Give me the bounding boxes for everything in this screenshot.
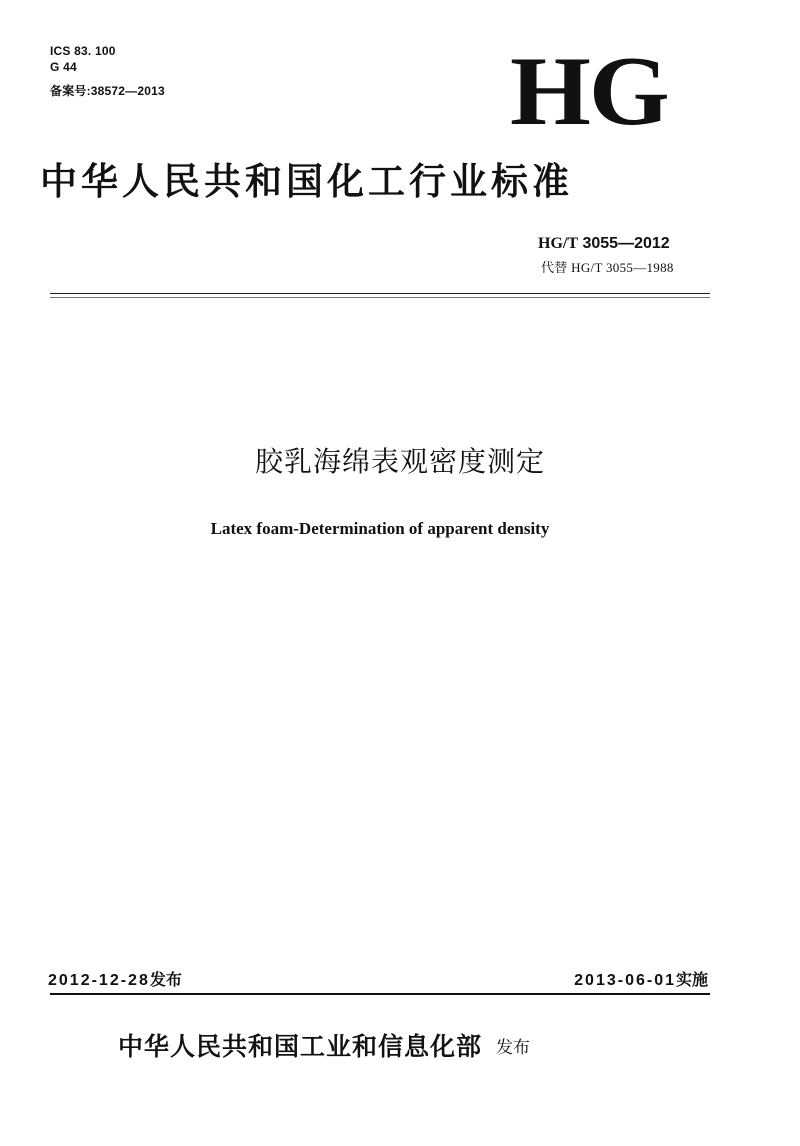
issue-date-value: 2012-12-28 <box>48 972 150 989</box>
implement-label: 实施 <box>675 970 708 989</box>
english-title <box>0 519 760 539</box>
classification-code: G 44 <box>50 60 77 74</box>
top-divider <box>50 293 710 294</box>
ics-code: ICS 83. 100 <box>50 44 116 58</box>
issue-date <box>48 970 182 991</box>
issuer-name: 中华人民共和国工业和信息化部 <box>118 1032 483 1061</box>
standard-number <box>538 235 670 253</box>
top-divider-secondary <box>50 297 710 298</box>
industry-standard-title: 中华人民共和国化工行业标准 <box>40 160 573 203</box>
issuer-action: 发布 <box>496 1038 531 1058</box>
english-title-text: Latex foam-Determination of apparent density <box>210 519 550 538</box>
standard-prefix: HG/T <box>538 235 579 252</box>
replaces-standard: 代替 HG/T 3055—1988 <box>541 260 674 275</box>
record-number: 备案号:38572—2013 <box>50 84 165 98</box>
issuing-authority <box>118 1030 530 1065</box>
issue-label: 发布 <box>149 970 182 989</box>
standard-number-value: 3055—2012 <box>582 235 670 252</box>
chinese-title: 胶乳海绵表观密度测定 <box>254 445 545 478</box>
implement-date <box>574 970 708 991</box>
hg-logo: HG <box>510 36 668 146</box>
bottom-divider <box>50 993 710 995</box>
implement-date-value: 2013-06-01 <box>574 972 676 989</box>
